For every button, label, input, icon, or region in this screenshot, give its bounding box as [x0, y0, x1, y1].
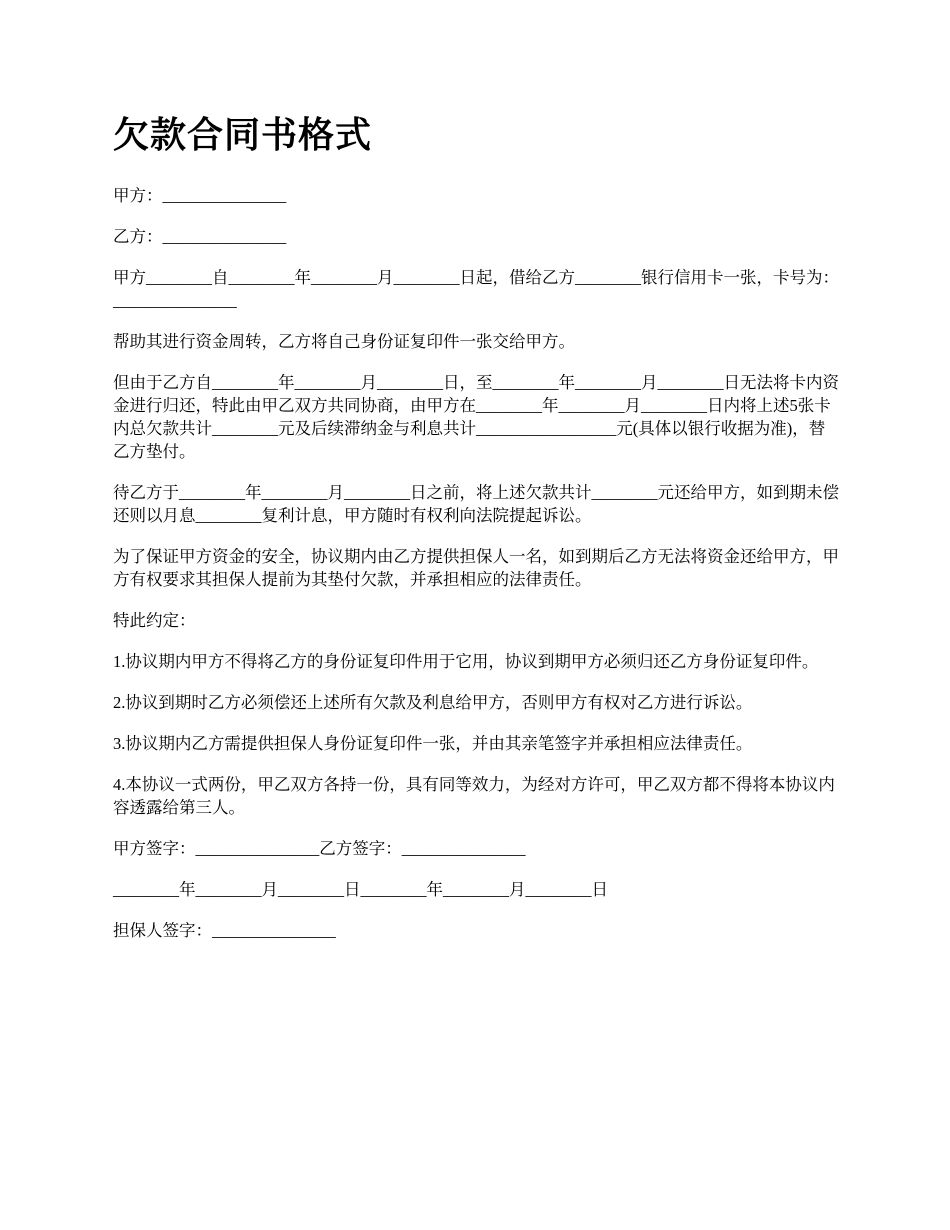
guarantor-paragraph: 为了保证甲方资金的安全，协议期内由乙方提供担保人一名，如到期后乙方无法将资金还给甲方，甲方有权要求其担保人提前为其垫付欠款，并承担相应的法律责任。 — [113, 547, 839, 589]
repayment-deadline-paragraph: 待乙方于________年________月________日之前，将上述欠款共计________元还给甲方，如到期未偿还则以月息________复利计息，甲方随时有权利向法院提起诉讼。 — [113, 483, 839, 525]
clause-1: 1.协议期内甲方不得将乙方的身份证复印件用于它用，协议到期甲方必须归还乙方身份证复印件。 — [113, 652, 819, 671]
clause-4: 4.本协议一式两份，甲乙双方各持一份，具有同等效力，为经对方许可，甲乙双方都不得将本协议内容透露给第三人。 — [113, 775, 835, 817]
contract-document — [113, 110, 841, 960]
signature-line: 甲方签字：_______________乙方签字：_______________ — [113, 839, 526, 858]
loan-terms-paragraph: 甲方________自________年________月________日起，借给乙方________银行信用卡一张，卡号为：_______________ — [113, 268, 839, 310]
repayment-issue-paragraph: 但由于乙方自________年________月________日，至________年________月________日无法将卡内资金进行归还，特此由甲乙双方共同协商，由甲方在________年________月________日内将上述5张卡内总欠款共计________元及后续滞纳金与利息共计_________________元(具体以银行收据为准)，替乙方垫付。 — [113, 373, 839, 461]
guarantor-signature-line: 担保人签字：_______________ — [113, 921, 336, 940]
clause-2: 2.协议到期时乙方必须偿还上述所有欠款及利息给甲方，否则甲方有权对乙方进行诉讼。 — [113, 693, 753, 712]
purpose-paragraph: 帮助其进行资金周转，乙方将自己身份证复印件一张交给甲方。 — [113, 332, 575, 351]
clause-3: 3.协议期内乙方需提供担保人身份证复印件一张，并由其亲笔签字并承担相应法律责任。 — [113, 734, 753, 753]
party-b-line: 乙方：_______________ — [113, 227, 287, 246]
document-title: 欠款合同书格式 — [113, 115, 373, 156]
agreement-heading: 特此约定： — [113, 611, 196, 630]
party-a-line: 甲方：_______________ — [113, 186, 287, 205]
date-line: ________年________月________日________年________月________日 — [113, 880, 608, 899]
